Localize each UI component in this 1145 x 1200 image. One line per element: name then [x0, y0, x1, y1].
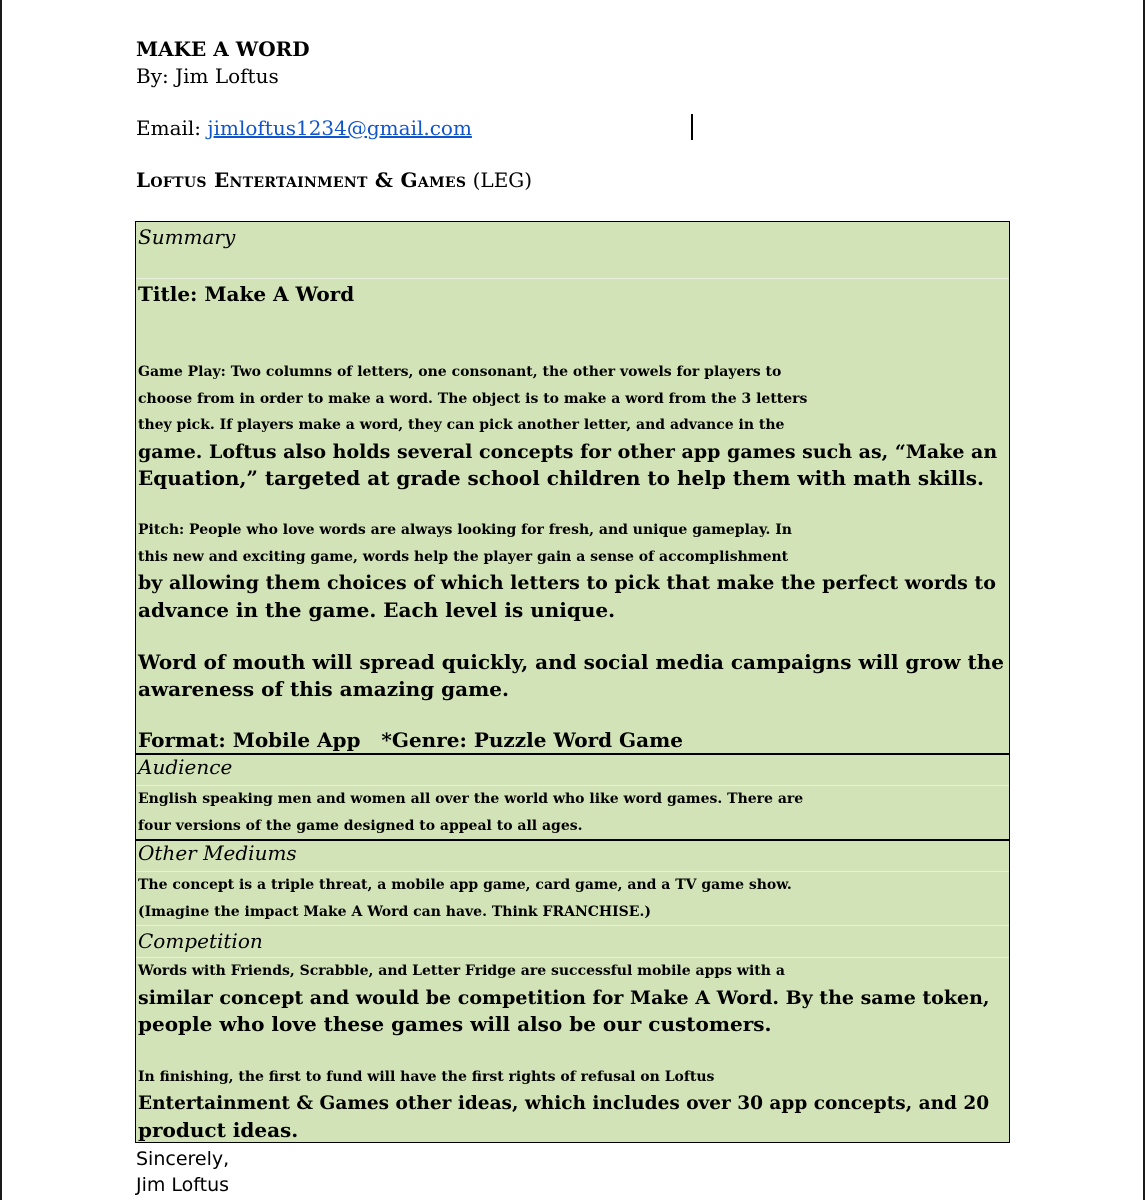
closing-name: Jim Loftus — [136, 1174, 230, 1196]
audience-label-row — [136, 753, 1009, 785]
competition-paragraph — [136, 958, 990, 1038]
word-of-mouth-line: Word of mouth will spread quickly, and social media campaigns will grow the — [138, 650, 1004, 674]
other-mediums-body-row — [136, 871, 1009, 926]
other-mediums-label: Other Mediums — [138, 841, 297, 865]
audience-line: English speaking men and women all over the world who like word games. There are — [138, 791, 804, 807]
pitch-line: this new and exciting game, words help the player gain a sense of accomplishment — [138, 548, 789, 565]
competition-body-row — [136, 957, 1009, 1143]
byline: By: Jim Loftus — [136, 64, 279, 88]
audience-body-row — [136, 785, 1009, 840]
finishing-paragraph — [136, 1064, 989, 1144]
gameplay-paragraph — [136, 359, 997, 492]
other-mediums-line: (Imagine the impact Make A Word can have. Think FRANCHISE.) — [138, 903, 651, 920]
summary-label-row — [136, 222, 1009, 278]
email-link[interactable]: jimloftus1234@gmail.com — [207, 116, 472, 140]
text-cursor — [691, 114, 693, 140]
other-mediums-label-row — [136, 839, 1009, 871]
competition-line: people who love these games will also be our customers. — [138, 1012, 772, 1036]
audience-label: Audience — [138, 755, 233, 779]
page-left-edge — [0, 0, 2, 1200]
company-name: Loftus Entertainment & Games — [136, 168, 467, 192]
finishing-line: In finishing, the first to fund will have the first rights of refusal on Loftus — [138, 1069, 715, 1085]
company-line — [136, 168, 532, 192]
competition-label: Competition — [138, 929, 263, 953]
closing-salutation: Sincerely, — [136, 1148, 230, 1170]
word-of-mouth-paragraph — [136, 649, 1004, 702]
pitch-line: Pitch: People who love words are always looking for fresh, and unique gameplay. In — [138, 522, 792, 538]
summary-label: Summary — [138, 225, 236, 249]
summary-table — [135, 221, 1010, 1143]
word-of-mouth-line: awareness of this amazing game. — [138, 676, 509, 701]
email-label: Email: — [136, 116, 208, 140]
document-title: MAKE A WORD — [136, 37, 310, 61]
competition-label-row — [136, 925, 1009, 958]
competition-line: Words with Friends, Scrabble, and Letter Fridge are successful mobile apps with a — [138, 963, 785, 979]
other-mediums-line: The concept is a triple threat, a mobile app game, card game, and a TV game show. — [138, 877, 792, 893]
email-line — [136, 116, 472, 140]
finishing-line: Entertainment & Games other ideas, which includes over 30 app concepts, and 20 — [138, 1092, 990, 1114]
title-line: Title: Make A Word — [138, 282, 355, 306]
pitch-line: by allowing them choices of which letters to pick that make the perfect words to — [138, 572, 996, 594]
gameplay-line: game. Loftus also holds several concepts for other app games such as, “Make an — [138, 440, 998, 463]
format-line: Format: Mobile App *Genre: Puzzle Word Game — [138, 728, 683, 752]
gameplay-line: choose from in order to make a word. The object is to make a word from the 3 letters — [138, 390, 808, 407]
finishing-line: product ideas. — [138, 1118, 299, 1142]
pitch-line: advance in the game. Each level is unique. — [138, 597, 616, 622]
gameplay-line: Game Play: Two columns of letters, one consonant, the other vowels for players to — [138, 364, 782, 380]
gameplay-line: Equation,” targeted at grade school children to help them with math skills. — [138, 466, 984, 490]
pitch-paragraph — [136, 517, 996, 623]
company-abbrev: (LEG) — [466, 168, 533, 192]
competition-line: similar concept and would be competition for Make A Word. By the same token, — [138, 986, 990, 1009]
gameplay-line: they pick. If players make a word, they can pick another letter, and advance in the — [138, 417, 785, 433]
summary-body-row — [136, 278, 1009, 754]
audience-line: four versions of the game designed to appeal to all ages. — [138, 817, 583, 834]
